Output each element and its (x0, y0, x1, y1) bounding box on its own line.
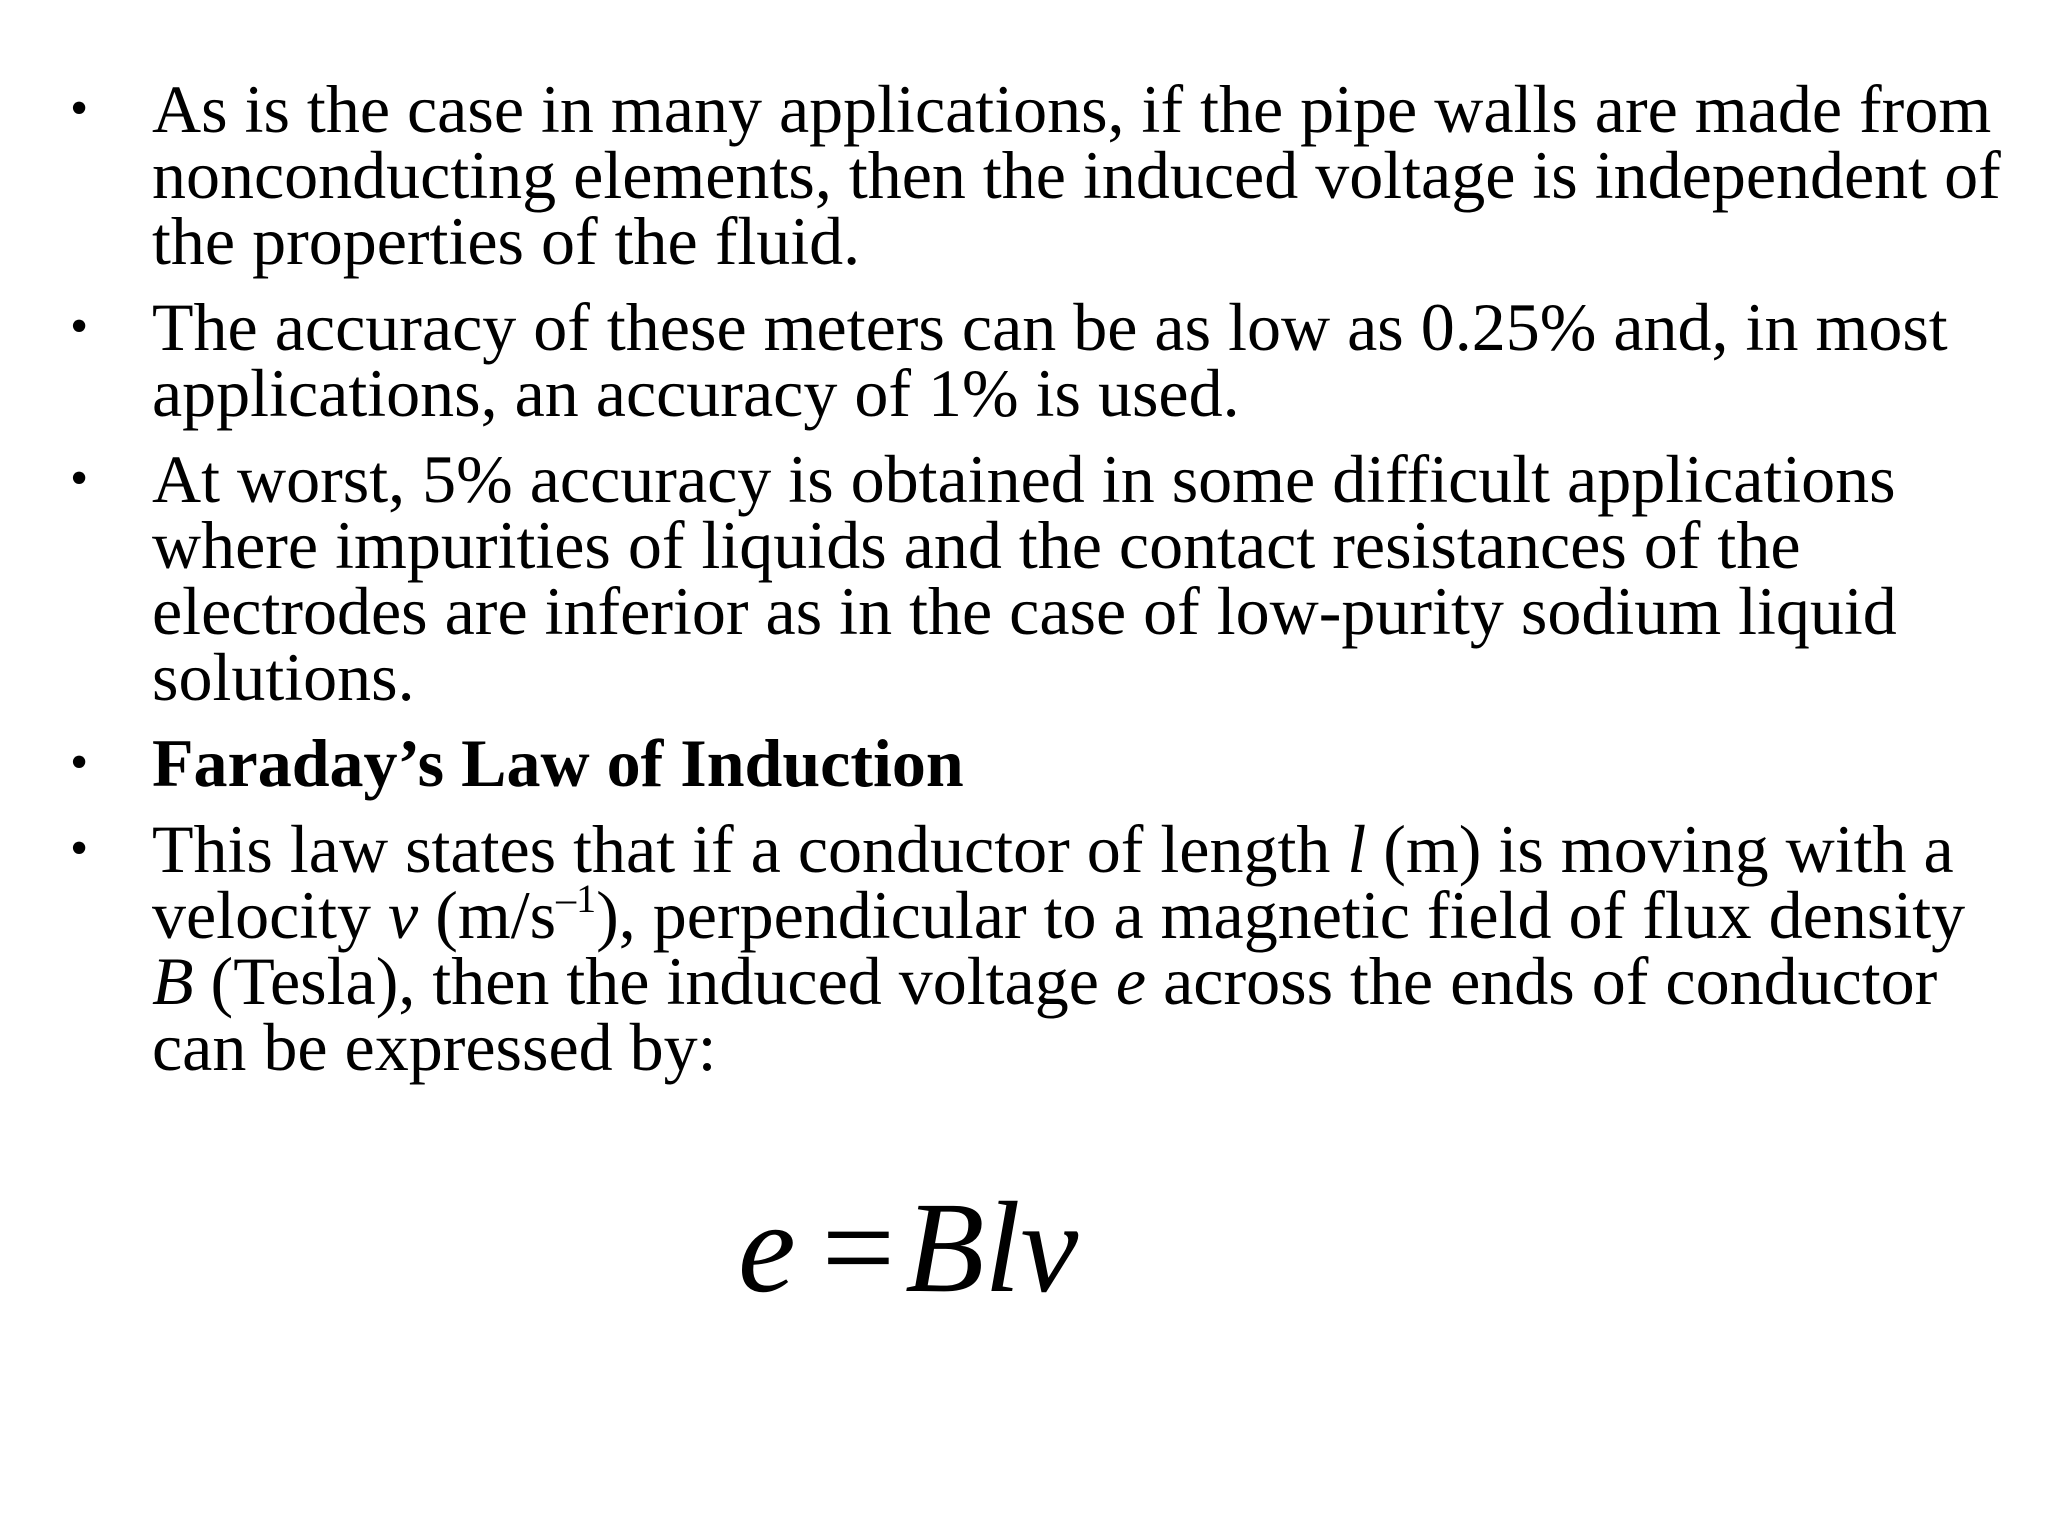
equation-lhs: e (738, 1176, 796, 1320)
bullet-list (0, 71, 2048, 1100)
section-heading: Faraday’s Law of Induction (152, 725, 964, 801)
bullet-item-law-statement (0, 811, 2048, 1085)
superscript: –1 (556, 876, 597, 921)
faraday-equation (738, 1178, 1078, 1318)
bullet-dot-icon: • (70, 450, 89, 507)
equation-rhs: Blv (905, 1176, 1079, 1320)
law-text-part: (m/s (418, 877, 557, 953)
law-text-part: This law states that if a conductor of length (152, 811, 1348, 887)
law-text-part: (Tesla), then the induced voltage (193, 943, 1116, 1019)
bullet-item-heading (0, 725, 2048, 801)
bullet-item-pipe-walls (0, 71, 2048, 279)
bullet-dot-icon: • (70, 734, 89, 791)
law-statement-text (152, 811, 2008, 1085)
bullet-text: At worst, 5% accuracy is obtained in some difficult applications where impurities of liquids and the contact resistances of the electrodes are inferior as in the case of low-purity sodium liquid solutions. (152, 441, 1897, 715)
bullet-dot-icon: • (70, 820, 89, 877)
bullet-dot-icon: • (70, 298, 89, 355)
variable-b: B (152, 943, 194, 1019)
variable-l: l (1347, 811, 1367, 887)
bullet-item-worst-accuracy (0, 441, 2048, 715)
bullet-text: As is the case in many applications, if the pipe walls are made from nonconducting elements, then the induced voltage is independent of the properties of the fluid. (152, 71, 2001, 279)
bullet-item-accuracy (0, 289, 2048, 431)
law-text-part: (m) is moving with a velocity (152, 811, 1954, 953)
equation-equals: = (821, 1176, 896, 1320)
bullet-dot-icon: • (70, 80, 89, 137)
law-text-part: across the ends of conductor can be expressed by: (152, 943, 1938, 1085)
variable-e: e (1115, 943, 1147, 1019)
variable-v: v (388, 877, 419, 953)
law-text-part: ), perpendicular to a magnetic field of flux density (596, 877, 1966, 953)
bullet-text: The accuracy of these meters can be as low as 0.25% and, in most applications, an accuracy of 1% is used. (152, 289, 1948, 431)
